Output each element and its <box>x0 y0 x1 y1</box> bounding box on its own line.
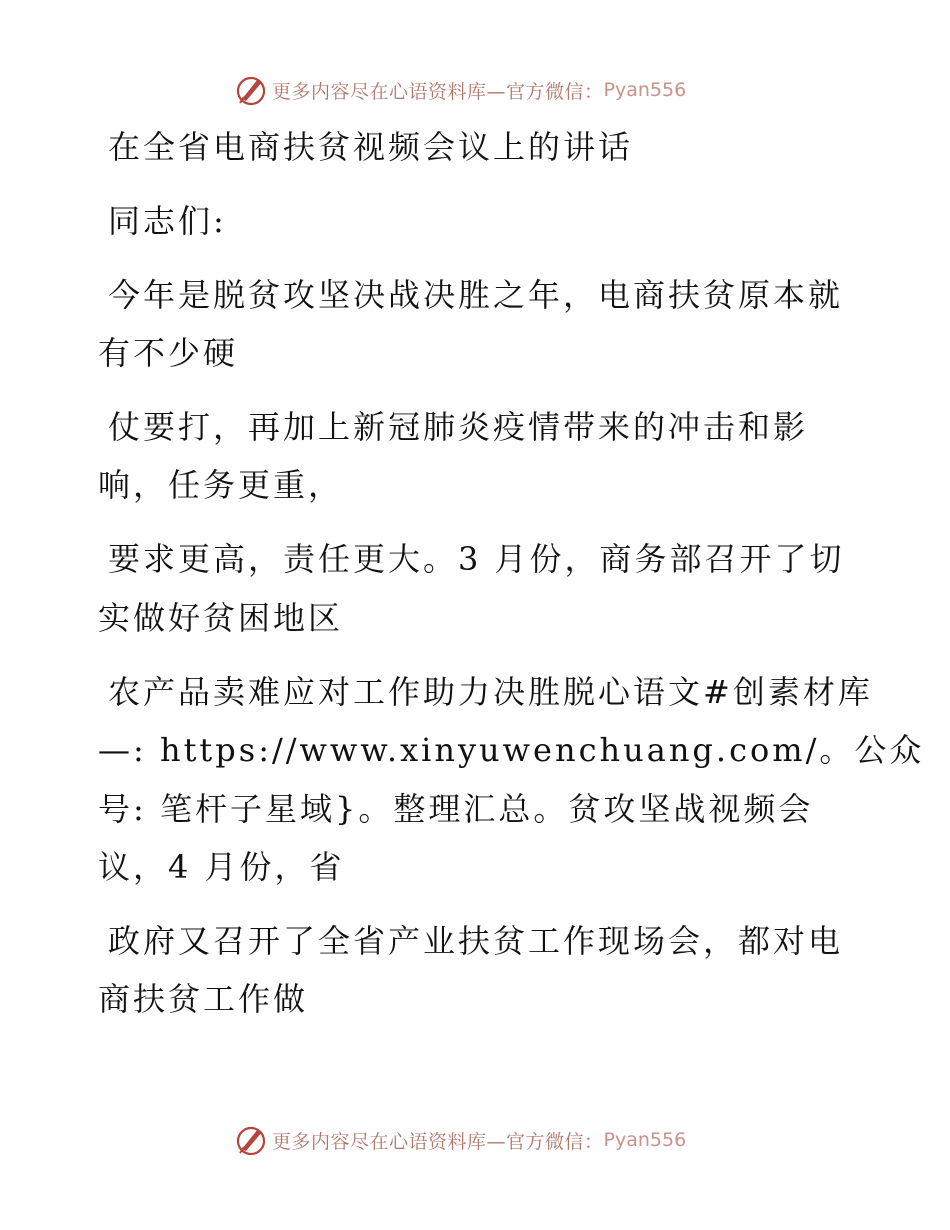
footer-watermark <box>234 1122 686 1158</box>
body-line: 商扶贫工作做 <box>98 980 309 1018</box>
watermark-handle: Pyan556 <box>603 79 687 101</box>
watermark-handle: Pyan556 <box>603 1129 687 1151</box>
body-line: 农产品卖难应对工作助力决胜脱心语文#创素材库 <box>108 673 873 711</box>
watermark-text: 更多内容尽在心语资料库—官方微信： <box>272 80 604 103</box>
body-line: 政府又召开了全省产业扶贫工作现场会，都对电 <box>108 922 844 960</box>
body-line: 今年是脱贫攻坚决战决胜之年，电商扶贫原本就 <box>108 276 844 314</box>
body-line: 仗要打，再加上新冠肺炎疫情带来的冲击和影 <box>108 408 809 446</box>
body-line: 响，任务更重， <box>98 466 344 504</box>
salutation: 同志们: <box>108 202 227 240</box>
body-line: 号: 笔杆子星域}。整理汇总。贫攻坚战视频会 <box>98 790 814 828</box>
body-line: 实做好贫困地区 <box>98 599 344 637</box>
document-title: 在全省电商扶贫视频会议上的讲话 <box>108 128 634 166</box>
quill-pen-circle-icon <box>234 73 268 107</box>
quill-pen-circle-icon <box>234 1123 268 1157</box>
watermark-text: 更多内容尽在心语资料库—官方微信： <box>272 1130 604 1153</box>
body-line: —: https://www.xinyuwenchuang.com/。公众 <box>98 731 925 769</box>
body-line: 要求更高，责任更大。3 月份，商务部召开了切 <box>108 540 845 578</box>
body-line: 有不少硬 <box>98 334 239 372</box>
header-watermark <box>234 72 686 108</box>
body-line: 议，4 月份，省 <box>98 848 345 886</box>
